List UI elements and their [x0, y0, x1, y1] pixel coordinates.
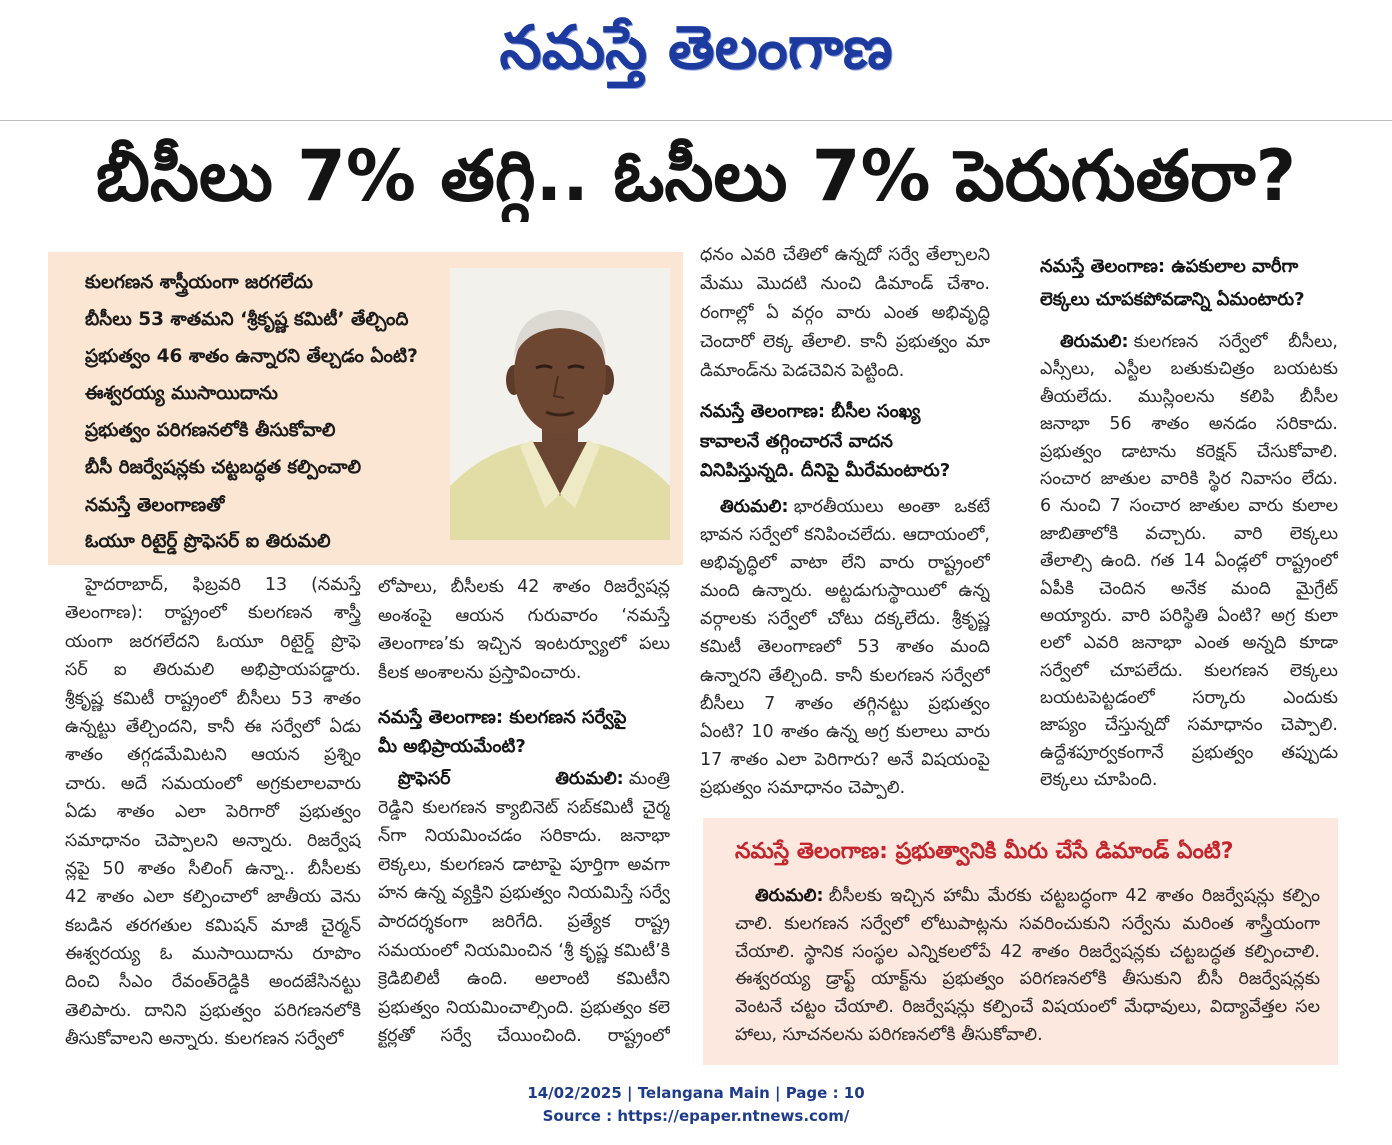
- question-2: [700, 397, 990, 486]
- answer-line: బీసీలు 7 శాతం తగ్గినట్టు ప్రభుత్వం: [700, 693, 990, 714]
- question-line: కావాలనే తగ్గించారనే వాదన: [700, 430, 893, 452]
- highlight-item: బీసీలు 53 శాతమని ‘శ్రీకృష్ణ కమిటీ’ తేల్చింది: [85, 301, 447, 338]
- footer-source: Source : https://epaper.ntnews.com/: [542, 1107, 850, 1125]
- answer-line: రెడ్డిని కులగణన క్యాబినెట్ సబ్‌కమిటీ చైర్మ: [378, 797, 670, 818]
- answer-line: జాప్యం చేస్తున్నదో సమాధానం చెప్పాలి.: [1040, 715, 1338, 736]
- article-line: ఏడు శాతం ఎలా పెరిగారో ప్రభుత్వం: [65, 802, 361, 823]
- article-intro-continued: [378, 573, 670, 687]
- article-line: ఉన్నట్టు తేల్చిందని, కానీ ఈ సర్వేలో ఏడు: [65, 716, 361, 737]
- question-line: మీ అభిప్రాయమేంటి?: [378, 736, 526, 757]
- answer-line: లెక్కలు, కులగణన డాటాపై పూర్తిగా అవగా: [378, 854, 670, 875]
- answer-line: పారదర్శకంగా జరిగేది. ప్రత్యేక రాష్ట్ర: [378, 911, 670, 932]
- answer-line: ప్రభుత్వం డాటాను కరెక్షన్ చేసుకోవాలి.: [1040, 441, 1338, 462]
- answer-line: ఏంటి? 10 శాతం ఉన్న అగ్ర కులాలు వారు: [700, 721, 990, 742]
- article-line: చారు. అదే సమయంలో అగ్రకులాలవారు: [65, 773, 361, 794]
- highlight-item: ఈశ్వరయ్య ముసాయిదాను: [85, 375, 447, 412]
- answer-line: భావన సర్వేలో కనిపించలేదు. ఆదాయంలో,: [700, 525, 990, 546]
- answer-line: సంచార జాతుల వారికి స్థిర నివాసం లేదు.: [1040, 468, 1338, 489]
- portrait-photo: [450, 268, 670, 540]
- answer-line: [700, 493, 990, 521]
- question-line: నమస్తే తెలంగాణ: ఉపకులాల వారీగా: [1040, 256, 1299, 277]
- question-line: వినిపిస్తున్నది. దీనిపై మీరేమంటారు?: [700, 460, 951, 481]
- masthead-logo: నమస్తే తెలంగాణ: [499, 13, 893, 83]
- answer-line: ఉన్నారని తేల్చింది. కానీ కులగణన సర్వేలో: [700, 665, 990, 686]
- question-3: [1040, 250, 1338, 316]
- highlight-item-continued: ప్రభుత్వం పరిగణనలోకి తీసుకోవాలి: [85, 420, 336, 441]
- answer-line: అభివృద్ధిలో వాటా లేని వారు రాష్ట్రంలో: [700, 553, 990, 574]
- demand-question: నమస్తే తెలంగాణ: ప్రభుత్వానికి మీరు చేసే డిమాండ్ ఏంటి?: [735, 839, 1234, 864]
- answer-line: లలో ఎవరి జనాభా ఎంత అన్నది కూడా: [1040, 633, 1338, 654]
- answer-line: వర్గాలకు సర్వేలో చోటు దక్కలేదు. శ్రీకృష్ణ: [700, 609, 990, 630]
- article-line: ఈశ్వరయ్య ఓ ముసాయిదాను రూపొం: [65, 944, 361, 965]
- answer-line: చేయాలి. స్థానిక సంస్థల ఎన్నికలలోపే 42 శాతం రిజర్వేషన్లకు చట్టబద్ధత కల్పించాలి.: [735, 941, 1320, 962]
- answer-line: [1040, 329, 1338, 356]
- answer-line: ఉద్దేశపూర్వకంగానే ప్రభుత్వం తప్పుడు: [1040, 742, 1338, 763]
- highlight-item-continued: ఓయూ రిటైర్డ్ ప్రొఫెసర్ ఐ తిరుమలి: [85, 531, 331, 552]
- article-line: న్లపై 50 శాతం సీలింగ్ ఉన్నా.. బీసీలకు: [65, 858, 361, 879]
- answer-line: ప్రభుత్వం నియమించాల్సింది. ప్రభుత్వం కలె: [378, 997, 670, 1018]
- answer-line: లెక్కలు చూపింది.: [1040, 770, 1158, 791]
- article-line: తెలంగాణ’కు ఇచ్చిన ఇంటర్వ్యూలో పలు: [378, 634, 670, 654]
- speaker-label: తిరుమలి:: [720, 497, 789, 517]
- highlight-item: కులగణన శాస్త్రీయంగా జరగలేదు: [85, 264, 447, 301]
- answer-line: ఈశ్వరయ్య డ్రాఫ్ట్ యాక్ట్‌ను ప్రభుత్వం పరిగణనలోకి తీసుకుని బీసీ రిజర్వేషన్లకు: [735, 969, 1320, 990]
- answer-line: చాలి. కులగణన సర్వేలో లోటుపాట్లను సవరించుకుని సర్వేను మరింత శాస్త్రీయంగా: [735, 913, 1320, 934]
- headline: బీసీలు 7% తగ్గి.. ఓసీలు 7% పెరుగుతరా?: [95, 135, 1297, 217]
- answer-line: 6 నుంచి 7 సంచార జాతుల వారు కులాల: [1040, 496, 1338, 517]
- answer-text: కులగణన సర్వేలో బీసీలు,: [1133, 332, 1338, 352]
- answer-line: [735, 883, 1320, 911]
- answer-line: బయటపెట్టడంలో సర్కారు ఎందుకు: [1040, 688, 1338, 709]
- answer-line: జనాభా 56 శాతం అనడం సరికాదు.: [1040, 414, 1338, 435]
- question-line: నమస్తే తెలంగాణ: కులగణన సర్వేపై: [378, 707, 627, 728]
- article-line: అంశంపై ఆయన గురువారం ‘నమస్తే: [378, 605, 670, 626]
- article-line: దించి సీఎం రేవంత్‌రెడ్డికి అందజేసినట్టు: [65, 972, 361, 993]
- answer-line: ధనం ఎవరి చేతిలో ఉన్నదో సర్వే తేల్చాలని: [700, 245, 990, 265]
- answer-line: డిమాండ్‌ను పెడచెవిన పెట్టింది.: [700, 361, 905, 381]
- answer-line: హన ఉన్న వ్యక్తిని ప్రభుత్వం నియమిస్తే సర్వే: [378, 883, 670, 904]
- answer-3: [1040, 329, 1338, 795]
- answer-line: న్‌గా నియమించడం సరికాదు. జనాభా: [378, 826, 670, 847]
- answer-line: సర్వేలో చూపలేదు. కులగణన లెక్కలు: [1040, 660, 1338, 681]
- answer-text: భారతీయులు అంతా ఒకటే: [793, 497, 990, 517]
- answer-line: కమిటీ తెలంగాణలో 53 శాతం మంది: [700, 637, 990, 658]
- answer-1-continued: [700, 241, 990, 386]
- demand-answer: [735, 883, 1320, 1050]
- answer-line: హాలు, సూచనలను పరిగణనలోకి తీసుకోవాలి.: [735, 1024, 1043, 1045]
- article-line: 42 శాతం ఎలా కల్పించాలో జాతీయ వెను: [65, 887, 361, 908]
- answer-line: మేము మొదటి నుంచి డిమాండ్ చేశాం.: [700, 274, 990, 294]
- article-line: తెలంగాణ): రాష్ట్రంలో కులగణన శాస్త్రీ: [65, 603, 361, 624]
- article-line: హైదరాబాద్, ఫిబ్రవరి 13 (నమస్తే: [85, 575, 361, 595]
- answer-line: మంది ఉన్నారు. అట్టడుగుస్థాయిలో ఉన్న: [700, 581, 990, 602]
- answer-line: రంగాల్లో ఏ వర్గం వారు ఎంత అభివృద్ధి: [700, 303, 990, 323]
- answer-line: తేలాల్సి ఉంది. గత 14 ఏండ్లలో రాష్ట్రంలో: [1040, 551, 1338, 572]
- answer-line: క్టర్లతో సర్వే చేయించింది. రాష్ట్రంలో: [378, 1026, 670, 1047]
- article-line: తెలిపారు. దానిని ప్రభుత్వం పరిగణనలోకి: [65, 1000, 361, 1021]
- answer-line: ప్రభుత్వం సమాధానం చెప్పాలి.: [700, 777, 906, 798]
- answer-line: క్రెడిబిలిటీ ఉంది. అలాంటి కమిటీని: [378, 969, 670, 990]
- article-intro: [65, 571, 361, 1054]
- highlight-item: బీసీ రిజర్వేషన్లకు చట్టబద్ధత కల్పించాలి: [85, 449, 447, 486]
- article-line: తీసుకోవాలని అన్నారు. కులగణన సర్వేలో: [65, 1029, 344, 1050]
- article-line: కబడిన తరగతుల కమిషన్ మాజీ చైర్మన్: [65, 915, 361, 936]
- answer-line: చెందారో లెక్క తేలాలి. కానీ ప్రభుత్వం మా: [700, 332, 990, 352]
- answer-line: 17 శాతం ఎలా పెరిగారు? అనే విషయంపై: [700, 749, 990, 770]
- article-line: యంగా జరగలేదని ఓయూ రిటైర్డ్ ప్రొఫె: [65, 631, 361, 652]
- answer-text: బీసీలకు ఇచ్చిన హామీ మేరకు చట్టబద్ధంగా 42 శాతం రిజర్వేషన్లు కల్పిం: [828, 886, 1320, 906]
- speaker-label: ప్రొఫెసర్ తిరుమలి:: [398, 769, 624, 789]
- speaker-label: తిరుమలి:: [1060, 332, 1129, 352]
- masthead-divider: [0, 120, 1392, 121]
- article-line: లోపాలు, బీసీలకు 42 శాతం రిజర్వేషన్ల: [378, 577, 670, 597]
- answer-2: [700, 493, 990, 802]
- article-line: శ్రీకృష్ణ కమిటీ రాష్ట్రంలో బీసీలు 53 శాతం: [65, 688, 361, 709]
- question-line: నమస్తే తెలంగాణ: బీసీల సంఖ్య: [700, 401, 921, 422]
- answer-line: ఎస్సీలు, ఎస్టీల బతుకుచిత్రం బయటకు: [1040, 359, 1338, 380]
- answer-line: తీయలేదు. ముస్లింలను కలిపి బీసీల: [1040, 386, 1338, 407]
- question-1: [378, 703, 670, 761]
- answer-line: సమయంలో నియమించిన ‘శ్రీ కృష్ణ కమిటీ’కి: [378, 940, 670, 961]
- answer-line: జాబితాలోకి వచ్చారు. వారి లెక్కలు: [1040, 523, 1338, 544]
- article-line: కీలక అంశాలను ప్రస్తావించారు.: [378, 662, 582, 683]
- answer-line: [378, 765, 670, 794]
- answer-line: అయ్యారు. వారి పరిస్థితి ఏంటి? అగ్ర కులా: [1040, 605, 1338, 626]
- answer-text: మంత్రి: [628, 769, 670, 789]
- article-line: శాతం తగ్గడమేమిటని ఆయన ప్రశ్నిం: [65, 745, 361, 766]
- answer-line: ఏపీకి చెందిన అనేక మంది మైగ్రేట్: [1040, 578, 1338, 599]
- article-line: సర్ ఐ తిరుమలి అభిప్రాయపడ్డారు.: [65, 660, 361, 681]
- question-line: లెక్కలు చూపకపోవడాన్ని ఏమంటారు?: [1040, 289, 1305, 310]
- article-line: సమాధానం చెప్పాలని అన్నారు. రిజర్వేష: [65, 830, 361, 851]
- speaker-label: తిరుమలి:: [755, 886, 824, 906]
- highlight-item: ప్రభుత్వం 46 శాతం ఉన్నారని తేల్చడం ఏంటి?: [85, 338, 447, 375]
- footer-date-page: 14/02/2025 | Telangana Main | Page : 10: [527, 1084, 865, 1102]
- highlight-item: నమస్తే తెలంగాణతో: [85, 487, 447, 524]
- answer-line: వెంటనే చట్టం చేయాలి. రిజర్వేషన్లు కల్పించే విషయంలో మేధావులు, విద్యావేత్తల సల: [735, 997, 1320, 1018]
- answer-1: [378, 765, 670, 1051]
